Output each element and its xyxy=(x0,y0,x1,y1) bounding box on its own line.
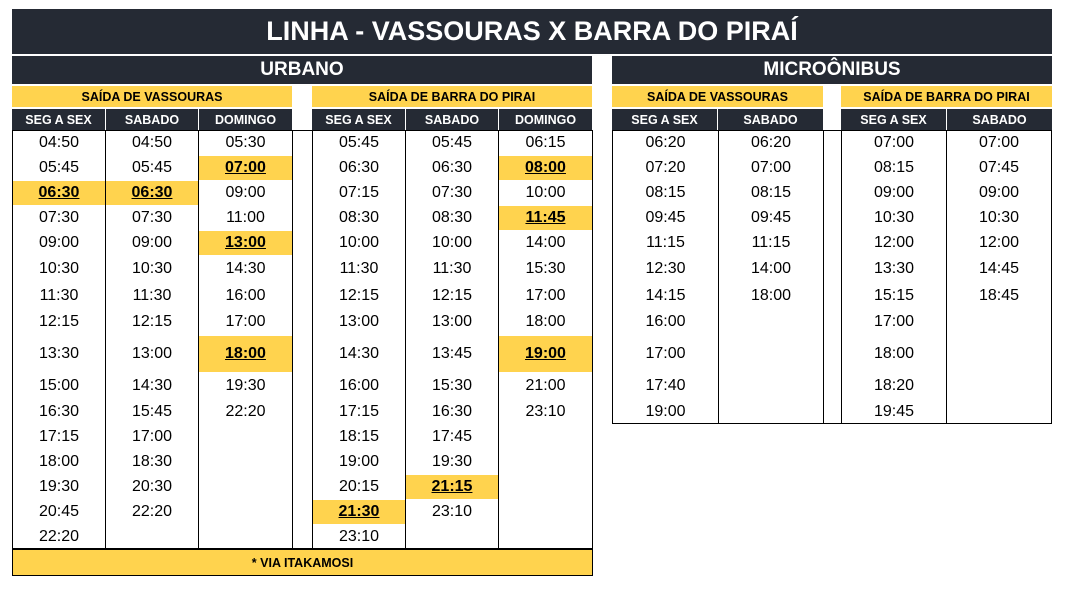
urbano-time-cell: 11:30 xyxy=(39,286,79,304)
urbano-section-header: URBANO xyxy=(12,56,592,84)
urbano-time-cell: 18:00 xyxy=(38,453,80,470)
urbano-time-cell: 10:30 xyxy=(38,260,80,277)
urbano-time-cell: 13:00 xyxy=(431,313,473,330)
urbano-time-cell: 14:30 xyxy=(131,376,173,394)
urbano-time-cell: 10:00 xyxy=(338,234,380,251)
micro-time-cell: 19:45 xyxy=(873,402,915,420)
urbano-time-cell: 15:30 xyxy=(431,376,473,394)
urbano-time-cell: 15:45 xyxy=(131,402,173,420)
urbano-time-cell: 09:00 xyxy=(225,184,266,201)
urbano-time-cell: 17:00 xyxy=(131,428,173,445)
micro-time-cell: 14:15 xyxy=(645,286,686,304)
urbano-time-cell: 17:15 xyxy=(338,402,380,420)
urbano-vassouras-sabado-header: SABADO xyxy=(106,109,198,130)
urbano-time-cell: 16:30 xyxy=(431,402,473,420)
urbano-time-cell: 12:15 xyxy=(131,313,173,330)
urbano-time-cell: 19:00 xyxy=(338,453,380,470)
urbano-time-cell: 07:15 xyxy=(338,184,380,201)
urbano-time-cell: 22:20 xyxy=(38,528,80,545)
page-title: LINHA - VASSOURAS X BARRA DO PIRAÍ xyxy=(12,9,1052,54)
urbano-barra-domingo-header: DOMINGO xyxy=(499,109,592,130)
urbano-time-cell: 13:00 xyxy=(199,231,292,255)
urbano-time-cell: 23:10 xyxy=(431,503,473,520)
micro-group-vassouras-header: SAÍDA DE VASSOURAS xyxy=(612,86,823,107)
urbano-time-cell: 04:50 xyxy=(38,134,80,151)
micro-time-cell: 09:45 xyxy=(645,209,686,226)
urbano-group-vassouras-header: SAÍDA DE VASSOURAS xyxy=(12,86,292,107)
urbano-time-cell: 05:45 xyxy=(431,134,473,151)
micro-barra-seg-sex-header: SEG A SEX xyxy=(841,109,946,130)
urbano-time-cell: 13:00 xyxy=(131,345,173,362)
urbano-time-cell: 13:30 xyxy=(38,345,80,362)
micro-time-cell: 07:45 xyxy=(978,159,1020,176)
urbano-time-cell: 12:15 xyxy=(38,313,80,330)
urbano-vassouras-domingo-header: DOMINGO xyxy=(199,109,292,130)
urbano-time-cell: 07:30 xyxy=(38,209,80,226)
urbano-time-cell: 11:45 xyxy=(499,206,592,230)
urbano-vassouras-seg-sex-header: SEG A SEX xyxy=(12,109,105,130)
micro-time-cell: 16:00 xyxy=(645,313,686,330)
micro-time-cell: 15:15 xyxy=(873,286,915,304)
urbano-time-cell: 16:00 xyxy=(225,286,266,304)
urbano-time-cell: 05:30 xyxy=(225,134,266,151)
micro-group-barra-header: SAÍDA DE BARRA DO PIRAI xyxy=(841,86,1052,107)
urbano-time-cell: 17:45 xyxy=(431,428,473,445)
column-divider xyxy=(292,130,293,549)
urbano-time-cell: 06:15 xyxy=(525,134,566,151)
urbano-time-cell: 18:00 xyxy=(199,336,292,372)
urbano-time-cell: 07:30 xyxy=(131,209,173,226)
micro-time-cell: 07:00 xyxy=(978,134,1020,151)
urbano-time-cell: 08:00 xyxy=(499,156,592,180)
micro-time-cell: 07:20 xyxy=(645,159,686,176)
micro-time-cell: 18:00 xyxy=(873,345,915,362)
urbano-time-cell: 19:30 xyxy=(431,453,473,470)
route-note: * VIA ITAKAMOSI xyxy=(12,549,593,576)
urbano-time-cell: 13:45 xyxy=(431,345,473,362)
micro-time-cell: 10:30 xyxy=(978,209,1020,226)
urbano-time-cell: 07:00 xyxy=(199,156,292,180)
micro-time-cell: 19:00 xyxy=(645,402,686,420)
urbano-time-cell: 05:45 xyxy=(131,159,173,176)
column-divider xyxy=(823,130,824,424)
micro-time-cell: 14:00 xyxy=(750,260,792,277)
urbano-time-cell: 05:45 xyxy=(338,134,380,151)
micro-vassouras-sabado-header: SABADO xyxy=(718,109,823,130)
micro-vassouras-seg-sex-header: SEG A SEX xyxy=(612,109,717,130)
urbano-time-cell: 11:30 xyxy=(339,260,379,277)
urbano-time-cell: 17:00 xyxy=(525,286,566,304)
urbano-time-cell: 21:15 xyxy=(406,475,498,499)
urbano-barra-seg-sex-header: SEG A SEX xyxy=(312,109,405,130)
urbano-time-cell: 21:30 xyxy=(313,500,405,524)
urbano-group-barra-header: SAÍDA DE BARRA DO PIRAI xyxy=(312,86,592,107)
micro-time-cell: 11:15 xyxy=(646,234,685,251)
micro-time-cell: 09:45 xyxy=(750,209,792,226)
micro-time-cell: 18:45 xyxy=(978,286,1020,304)
urbano-time-cell: 07:30 xyxy=(431,184,473,201)
urbano-time-cell: 12:15 xyxy=(338,286,380,304)
urbano-time-cell: 06:30 xyxy=(338,159,380,176)
micro-time-cell: 17:40 xyxy=(645,376,686,394)
urbano-time-cell: 23:10 xyxy=(525,402,566,420)
urbano-time-cell: 18:30 xyxy=(131,453,173,470)
micro-time-cell: 17:00 xyxy=(873,313,915,330)
micro-time-cell: 12:00 xyxy=(873,234,915,251)
urbano-time-cell: 17:15 xyxy=(38,428,80,445)
urbano-time-cell: 18:15 xyxy=(338,428,380,445)
urbano-time-cell: 23:10 xyxy=(338,528,380,545)
micro-time-cell: 09:00 xyxy=(873,184,915,201)
urbano-time-cell: 22:20 xyxy=(131,503,173,520)
urbano-time-cell: 22:20 xyxy=(225,402,266,420)
urbano-time-cell: 10:30 xyxy=(131,260,173,277)
micro-time-cell: 10:30 xyxy=(873,209,915,226)
microonibus-section-header: MICROÔNIBUS xyxy=(612,56,1052,84)
urbano-time-cell: 21:00 xyxy=(525,376,566,394)
urbano-time-cell: 11:00 xyxy=(226,209,265,226)
urbano-time-cell: 12:15 xyxy=(431,286,473,304)
urbano-time-cell: 08:30 xyxy=(431,209,473,226)
urbano-time-cell: 19:30 xyxy=(225,376,266,394)
urbano-time-cell: 10:00 xyxy=(525,184,566,201)
urbano-time-cell: 14:30 xyxy=(225,260,266,277)
micro-time-cell: 09:00 xyxy=(978,184,1020,201)
micro-time-cell: 06:20 xyxy=(645,134,686,151)
urbano-time-cell: 11:30 xyxy=(432,260,472,277)
urbano-time-cell: 15:30 xyxy=(525,260,566,277)
urbano-time-cell: 19:30 xyxy=(38,478,80,495)
urbano-time-cell: 14:30 xyxy=(338,345,380,362)
urbano-time-cell: 04:50 xyxy=(131,134,173,151)
micro-time-cell: 14:45 xyxy=(978,260,1020,277)
micro-time-cell: 18:20 xyxy=(873,376,915,394)
urbano-time-cell: 09:00 xyxy=(131,234,173,251)
urbano-time-cell: 13:00 xyxy=(338,313,380,330)
micro-time-cell: 12:30 xyxy=(645,260,686,277)
urbano-barra-sabado-header: SABADO xyxy=(406,109,498,130)
urbano-time-cell: 18:00 xyxy=(525,313,566,330)
micro-time-cell: 08:15 xyxy=(645,184,686,201)
micro-time-cell: 08:15 xyxy=(750,184,792,201)
urbano-time-cell: 16:00 xyxy=(338,376,380,394)
urbano-time-cell: 06:30 xyxy=(13,181,105,205)
urbano-time-cell: 19:00 xyxy=(499,336,592,372)
urbano-time-cell: 11:30 xyxy=(132,286,172,304)
urbano-time-cell: 09:00 xyxy=(38,234,80,251)
micro-time-cell: 07:00 xyxy=(750,159,792,176)
micro-time-cell: 07:00 xyxy=(873,134,915,151)
micro-barra-sabado-header: SABADO xyxy=(947,109,1052,130)
urbano-time-cell: 05:45 xyxy=(38,159,80,176)
micro-time-cell: 12:00 xyxy=(978,234,1020,251)
micro-time-cell: 11:15 xyxy=(751,234,791,251)
micro-time-cell: 13:30 xyxy=(873,260,915,277)
urbano-time-cell: 14:00 xyxy=(525,234,566,251)
micro-time-cell: 06:20 xyxy=(750,134,792,151)
urbano-time-cell: 20:30 xyxy=(131,478,173,495)
micro-time-cell: 08:15 xyxy=(873,159,915,176)
urbano-time-cell: 06:30 xyxy=(431,159,473,176)
urbano-time-cell: 17:00 xyxy=(225,313,266,330)
urbano-time-cell: 15:00 xyxy=(38,376,80,394)
micro-time-cell: 17:00 xyxy=(645,345,686,362)
urbano-time-cell: 16:30 xyxy=(38,402,80,420)
urbano-time-cell: 20:45 xyxy=(38,503,80,520)
urbano-time-cell: 06:30 xyxy=(106,181,198,205)
urbano-time-cell: 20:15 xyxy=(338,478,380,495)
urbano-time-cell: 10:00 xyxy=(431,234,473,251)
micro-time-cell: 18:00 xyxy=(750,286,792,304)
urbano-time-cell: 08:30 xyxy=(338,209,380,226)
